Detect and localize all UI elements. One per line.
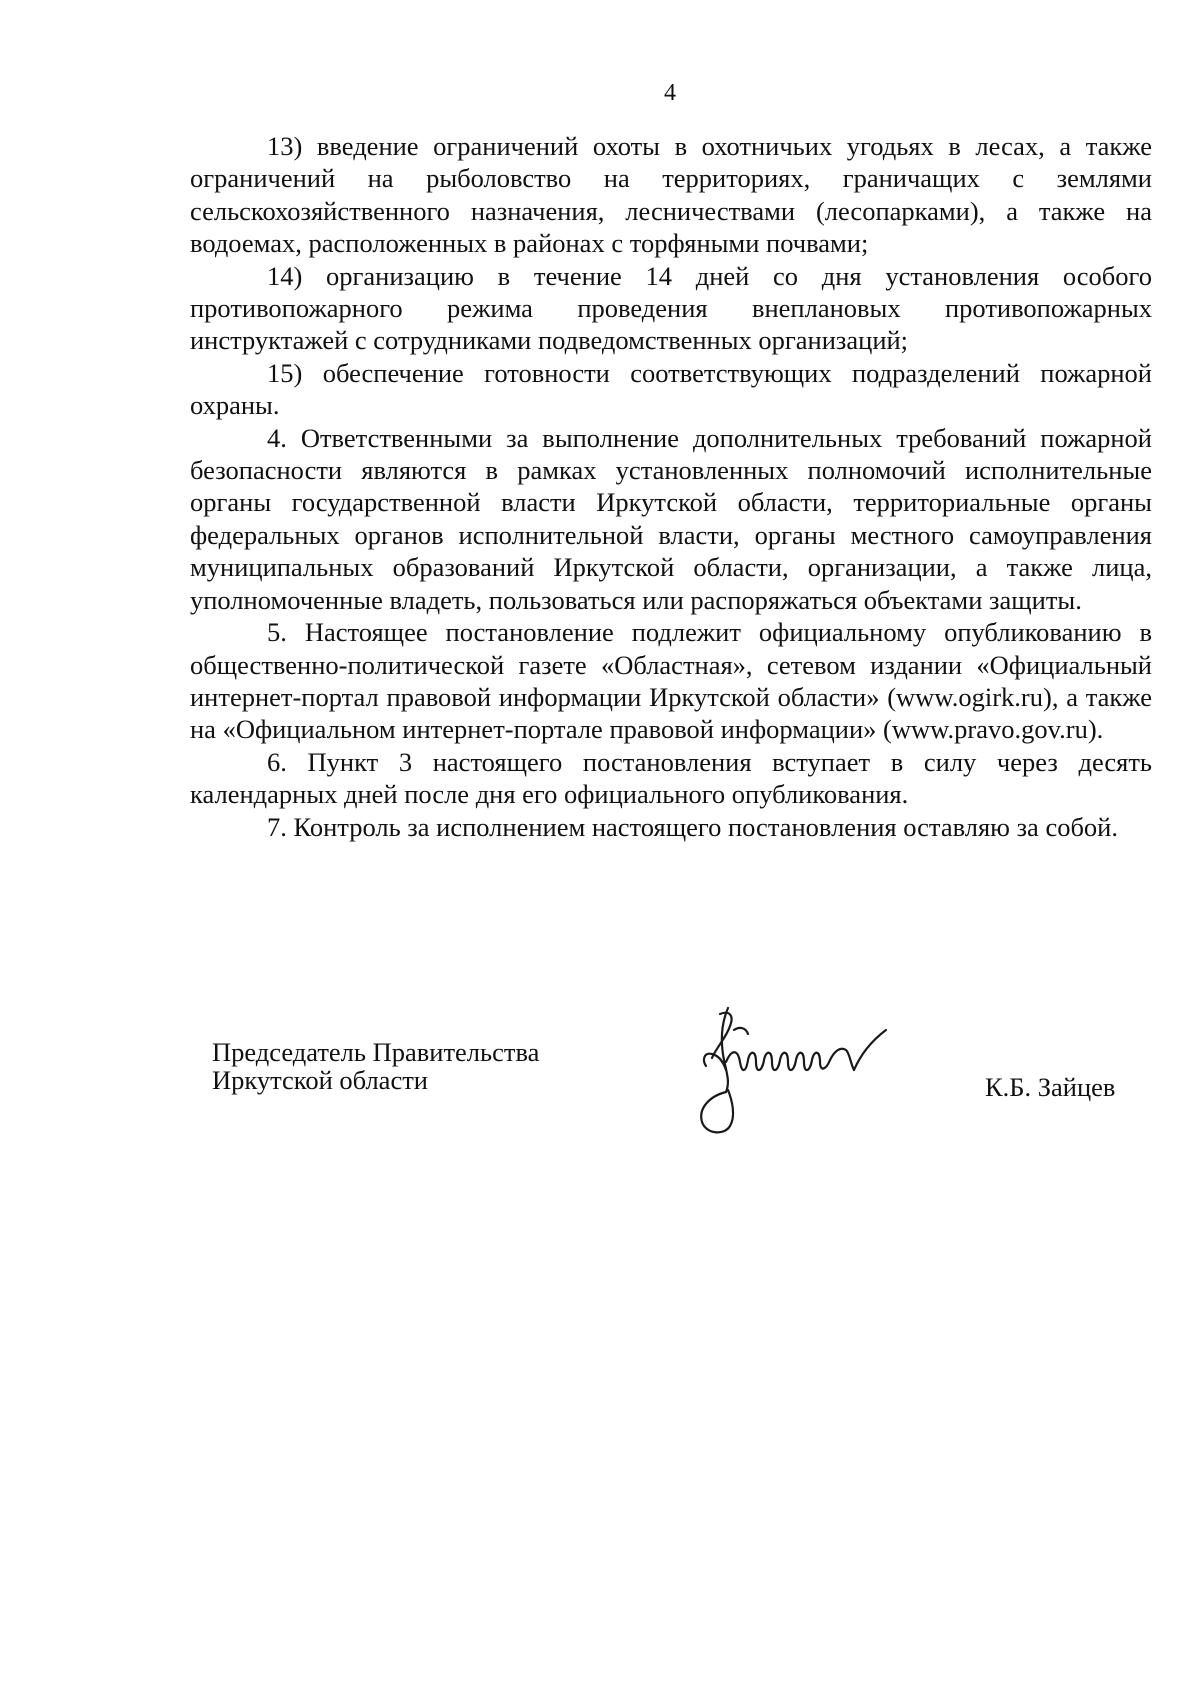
paragraph-clause-6: 6. Пункт 3 настоящего постановления вступает в силу через десять календарных дней после дня его официального опубликования.	[190, 746, 1152, 810]
signatory-position-line2: Иркутской области	[212, 1065, 428, 1095]
paragraph-clause-5: 5. Настоящее постановление подлежит официальному опубликованию в общественно-политической газете «Областная», сетевом издании «Официальный интернет-портал правовой информации Иркутской области» (www.ogirk.ru), а также на «Официальном интернет-портале правовой информации» (www.pravo.gov.ru).	[190, 617, 1152, 745]
page-number: 4	[664, 80, 676, 106]
document-body	[190, 130, 1152, 843]
handwritten-signature	[690, 1000, 930, 1140]
paragraph-clause-4: 4. Ответственными за выполнение дополнительных требований пожарной безопасности являются в рамках установленных полномочий исполнительные органы государственной власти Иркутской области, территориальные органы федеральных органов исполнительной власти, органы местного самоуправления муниципальных образований Иркутской области, организации, а также лица, уполномоченные владеть, пользоваться или распоряжаться объектами защиты.	[190, 422, 1152, 615]
signatory-position-line1: Председатель Правительства	[212, 1037, 540, 1067]
paragraph-item-14: 14) организацию в течение 14 дней со дня установления особого противопожарного режима проведения внеплановых противопожарных инструктажей с сотрудниками подведомственных организаций;	[190, 260, 1152, 356]
paragraph-item-15: 15) обеспечение готовности соответствующих подразделений пожарной охраны.	[190, 357, 1152, 421]
paragraph-clause-7: 7. Контроль за исполнением настоящего постановления оставляю за собой.	[267, 811, 1118, 842]
paragraph-item-13: 13) введение ограничений охоты в охотничьих угодьях в лесах, а также ограничений на рыболовство на территориях, граничащих с землями сельскохозяйственного назначения, лесничествами (лесопарками), а также на водоемах, расположенных в районах с торфяными почвами;	[190, 131, 1152, 259]
signer-name: К.Б. Зайцев	[985, 1072, 1116, 1102]
signatory-position	[212, 1038, 539, 1094]
